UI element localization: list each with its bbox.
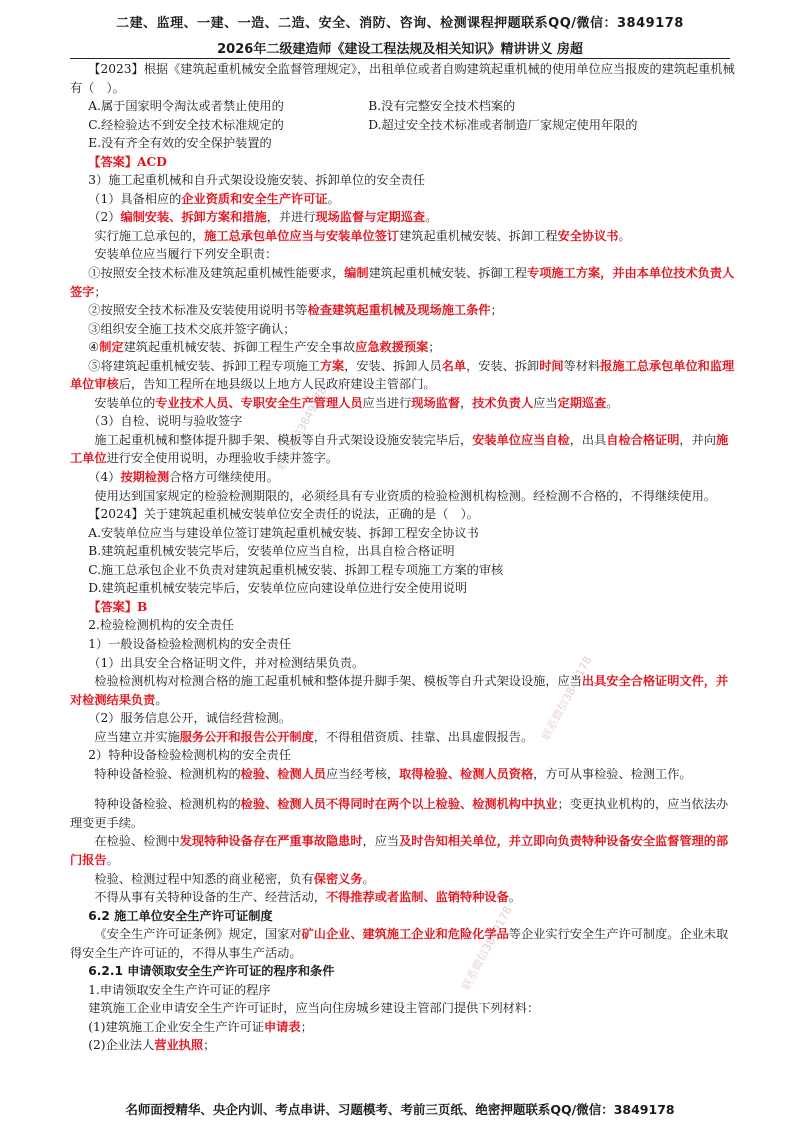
option-b: B.建筑起重机械安装完毕后，安装单位应当自检，出具自检合格证明 bbox=[88, 544, 455, 559]
question-2023-stem: 【2023】根据《建筑起重机械安全监督管理规定》，出租单位或者自购建筑起重机械的使用单位应当报废的建筑起重机械有（ ）。 bbox=[70, 62, 735, 95]
duty-item-1: （1）出具安全合格证明文件，并对检测结果负责。 bbox=[88, 655, 365, 670]
section-title-6-2-1: 6.2.1 申请领取安全生产许可证的程序和条件 bbox=[88, 964, 335, 979]
duty-list-item: ③组织安全施工技术交底并签字确认； bbox=[88, 321, 296, 336]
question-2023-options-row2 bbox=[70, 116, 740, 135]
option-c: C.经检验达不到安全技术标准规定的 bbox=[88, 117, 284, 132]
question-2023-options-row3 bbox=[70, 134, 740, 153]
paragraph-license-regulation: 《安全生产许可证条例》规定，国家对矿山企业、建筑施工企业和危险化学品等企业实行安全生产许可制度。企业未取得安全生产许可证的，不得从事生产活动。 bbox=[70, 927, 729, 960]
subsection-title-special: 2）特种设备检验检测机构的安全责任 bbox=[88, 748, 292, 763]
document-body bbox=[70, 60, 740, 1055]
section-title-install-unit: 3）施工起重机械和自升式架设设施安装、拆卸单位的安全责任 bbox=[88, 173, 426, 188]
paragraph-supervision: 安装单位的专业技术人员、专职安全生产管理人员应当进行现场监督，技术负责人应当定期巡查。 bbox=[94, 395, 619, 410]
option-a: A.安装单位应当与建设单位签订建筑起重机械安装、拆卸工程安全协议书 bbox=[88, 525, 479, 540]
duty-list-item: ②按照安全技术标准及安装使用说明书等检查建筑起重机械及现场施工条件； bbox=[88, 303, 503, 318]
option-c: C.施工总承包企业不负责对建筑起重机械安装、拆卸工程专项施工方案的审核 bbox=[88, 562, 504, 577]
header-divider bbox=[70, 58, 730, 59]
watermark-text: 联系微信3849178 bbox=[274, 384, 330, 473]
duty-item-2: （2）编制安装、拆卸方案和措施，并进行现场监督与定期巡查。 bbox=[88, 210, 438, 225]
paragraph-practice-limit: 特种设备检验、检测机构的检验、检测人员不得同时在两个以上检验、检测机构中执业；变更执业机构的，应当依法办理变更手续。 bbox=[70, 797, 729, 830]
duty-item-3: （3）自检、说明与验收签字 bbox=[88, 414, 243, 429]
question-2023-options-row1 bbox=[70, 97, 740, 116]
header-contact-line: 二建、监理、一建、一造、二造、安全、消防、咨询、检测课程押题联系QQ/微信：3849178 bbox=[116, 16, 684, 31]
paragraph-prohibition: 不得从事有关特种设备的生产、经营活动，不得推荐或者监制、监销特种设备。 bbox=[94, 890, 521, 905]
subsection-title-procedure: 1.申请领取安全生产许可证的程序 bbox=[88, 982, 271, 997]
document-title: 2026年二级建造师《建设工程法规及相关知识》精讲讲义 房超 bbox=[217, 42, 583, 57]
question-2024-stem: 【2024】关于建筑起重机械安装单位安全责任的说法，正确的是（ ）。 bbox=[88, 507, 479, 522]
option-d: D.建筑起重机械安装完毕后，安装单位应向建设单位进行安全使用说明 bbox=[88, 581, 468, 596]
paragraph-hazard-report: 在检验、检测中发现特种设备存在严重事故隐患时，应当及时告知相关单位，并立即向负责特种设备安全监督管理的部门报告。 bbox=[70, 834, 729, 867]
watermark-text: 联系微信3849178 bbox=[539, 654, 595, 743]
option-e: E.没有齐全有效的安全保护装置的 bbox=[88, 136, 272, 151]
section-title-6-2: 6.2 施工单位安全生产许可证制度 bbox=[88, 908, 273, 923]
paragraph-self-check: 施工起重机械和整体提升脚手架、模板等自升式架设设施安装完毕后，安装单位应当自检，出具自检合格证明，并向施工单位进行安全使用说明，办理验收手续并签字。 bbox=[70, 432, 729, 466]
option-b: B.没有完整安全技术档案的 bbox=[368, 99, 516, 114]
paragraph-spacer bbox=[70, 783, 740, 795]
option-d: D.超过安全技术标准或者制造厂家规定使用年限的 bbox=[368, 117, 638, 132]
paragraph-qualification: 特种设备检验、检测机构的检验、检测人员应当经考核，取得检验、检测人员资格，方可从事检验、检测工作。 bbox=[94, 766, 692, 781]
paragraph-disclosure: 应当建立并实施服务公开和报告公开制度，不得租借资质、挂靠、出具虚假报告。 bbox=[94, 729, 534, 744]
paragraph-duties-intro: 安装单位应当履行下列安全职责： bbox=[94, 247, 278, 262]
material-item-2: (2)企业法人营业执照； bbox=[88, 1038, 216, 1053]
material-item-1: (1)建筑施工企业安全生产许可证申请表； bbox=[88, 1019, 313, 1034]
subsection-title-general: 1）一般设备检验检测机构的安全责任 bbox=[88, 636, 292, 651]
paragraph-materials-intro: 建筑施工企业申请安全生产许可证时，应当向住房城乡建设主管部门提供下列材料： bbox=[88, 1001, 540, 1016]
duty-list-item: ①按照安全技术标准及建筑起重机械性能要求，编制建筑起重机械安装、拆御工程专项施工方案，并由本单位技术负责人签字； bbox=[70, 266, 735, 299]
duty-list-item: ④制定建筑起重机械安装、拆御工程生产安全事故应急救援预案； bbox=[88, 340, 441, 355]
answer-2023: 【答案】ACD bbox=[88, 154, 167, 169]
paragraph-certificate: 检验检测机构对检测合格的施工起重机械和整体提升脚手架、模板等自升式架设设施，应当出具安全合格证明文件，并对检测结果负责。 bbox=[70, 674, 729, 707]
watermark-text: 联系微信3849178 bbox=[459, 904, 515, 993]
paragraph-general-contract: 实行施工总承包的，施工总承包单位应当与安装单位签订建筑起重机械安装、拆卸工程安全协议书。 bbox=[94, 228, 631, 243]
section-title-test-agency: 2.检验检测机构的安全责任 bbox=[88, 618, 234, 633]
duty-list-item: ⑤将建筑起重机械安装、拆卸工程专项施工方案，安装、拆卸人员名单，安装、拆卸时间等材料报施工总承包单位和监理单位审核后，告知工程所在地县级以上地方人民政府建设主管部门。 bbox=[70, 358, 735, 392]
duty-item-1: （1）具备相应的企业资质和安全生产许可证。 bbox=[88, 191, 340, 206]
paragraph-confidentiality: 检验、检测过程中知悉的商业秘密，负有保密义务。 bbox=[94, 871, 375, 886]
duty-item-2: （2）服务信息公开，诚信经营检测。 bbox=[88, 711, 292, 726]
answer-2024: 【答案】B bbox=[88, 599, 148, 614]
footer-contact-line: 名师面授精华、央企内训、考点串讲、习题模考、考前三页纸、绝密押题联系QQ/微信：3849178 bbox=[125, 1102, 675, 1117]
paragraph-periodic-test: 使用达到国家规定的检验检测期限的，必须经具有专业资质的检验检测机构检测。经检测不合格的，不得继续使用。 bbox=[94, 488, 716, 503]
option-a: A.属于国家明令淘汰或者禁止使用的 bbox=[88, 99, 284, 114]
duty-item-4: （4）按期检测合格方可继续使用。 bbox=[88, 470, 279, 485]
